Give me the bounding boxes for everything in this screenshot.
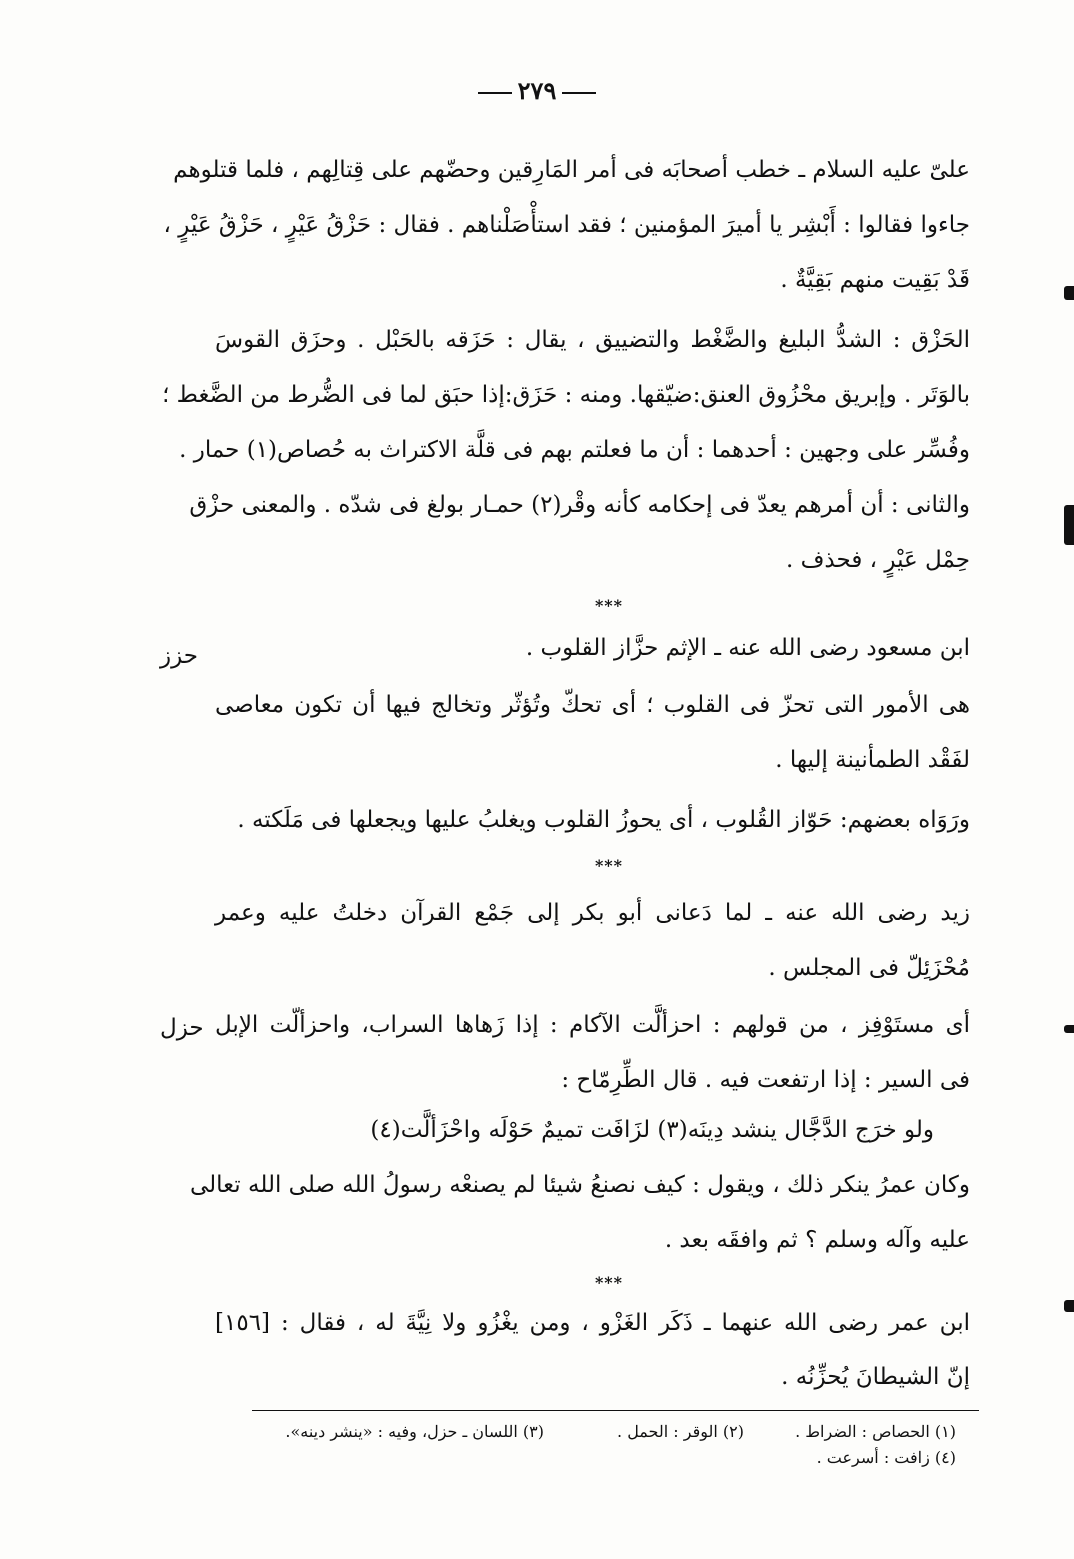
scan-edge-mark: [1064, 286, 1074, 300]
text-line: هى الأمور التى تحزّ فى القلوب ؛ أى تحكّ وتُؤثّر وتخالج فيها أن تكون معاصى: [215, 692, 970, 718]
text-line: لفَقْد الطمأنينة إليها .: [775, 747, 970, 773]
scan-edge-mark: [1064, 1025, 1074, 1033]
text-line: وفُسِّر على وجهين : أحدهما : أن ما فعلتم بهم فى قلَّة الاكتراث به حُصاص(١) حمار .: [179, 437, 970, 463]
scan-edge-mark: [1064, 505, 1074, 545]
text-line: ابن مسعود رضى الله عنه ـ الإثم حزَّاز القلوب .: [525, 635, 970, 661]
footnote-divider: [252, 1410, 979, 1411]
section-separator: ***: [594, 596, 624, 615]
footnote: (١) الحصاص : الضراط .: [795, 1422, 956, 1441]
text-line: الحَزْق : الشدُّ البليغ والضَّغْط والتضييق ، يقال : حَزَقه بالحَبْل . وحزَق القوسَ: [215, 327, 970, 353]
text-line: قَدْ بَقِيت منهم بَقِيَّةٌ .: [780, 267, 970, 293]
text-line: جاءوا فقالوا : أَبْشِر يا أميرَ المؤمنين ؛ فقد استأْصَلْناهم . فقال : حَزْقُ عَيْرٍ ، حَزْقُ عَيْرٍ ،: [163, 212, 970, 238]
poem-verse: ولو خرَج الدَّجَّال ينشد دِينَه(٣) لزَافَت تميمٌ حَوْلَه واحْزَألَّت(٤): [370, 1117, 934, 1143]
margin-root-word: حزز: [160, 643, 199, 669]
section-separator: ***: [594, 1273, 624, 1292]
footnote: (٢) الوقر : الحمل .: [617, 1422, 744, 1441]
text-line: وكان عمرُ ينكر ذلك ، ويقول : كيف نصنعُ شيئا لم يصنعْه رسولُ الله صلى الله تعالى: [190, 1172, 970, 1198]
text-line: ورَوَاه بعضهم: حَوّاز القُلوب ، أى يحوزُ القلوب ويغلبُ عليها ويجعلها فى مَلَكته .: [237, 807, 970, 833]
text-line: إنّ الشيطانَ يُحزِّنُه .: [781, 1364, 970, 1390]
text-line: أى مستَوْفِز ، من قولهم : احزألَّت الآكام : إذا زَهاها السراب، واحزألّت الإبل: [215, 1012, 970, 1038]
text-line: فى السير : إذا ارتفعت فيه . قال الطِّرِمّاح :: [561, 1067, 970, 1093]
text-line: عليه وآله وسلم ؟ ثم وافقَه بعد .: [664, 1227, 970, 1253]
text-line: والثانى : أن أمرهم يعدّ فى إحكامه كأنه وقْر(٢) حمـار بولغ فى شدّه . والمعنى حزْق: [189, 492, 970, 518]
scan-edge-mark: [1064, 1300, 1074, 1312]
text-line: زيد رضى الله عنه ـ لما دَعانى أبو بكر إلى جَمْع القرآن دخلتُ عليه وعمر: [215, 900, 970, 926]
text-line: علىّ عليه السلام ـ خطب أصحابَه فى أمر المَارِقين وحضّهم على قِتالِهم ، فلما قتلوهم: [173, 157, 970, 183]
text-line: حِمْل عَيْرٍ ، فحذف .: [785, 547, 970, 573]
section-separator: ***: [594, 856, 624, 875]
text-line: مُحْزَئِلّ فى المجلس .: [768, 955, 970, 981]
footnote: (٤) زافت : أسرعت .: [816, 1448, 956, 1467]
text-line: بالوَتَر . وإبريق محْزُوق العنق:ضيّقها. ومنه : حَزَق:إذا حبَق لما فى الضُّرط من الضَّغط ؛: [162, 382, 970, 408]
footnote: (٣) اللسان ـ حزل، وفيه : «ينشر دينه».: [285, 1422, 544, 1441]
page-number: ٢٧٩: [0, 76, 1074, 105]
margin-root-word: حزل: [160, 1015, 204, 1041]
text-line: ابن عمر رضى الله عنهما ـ ذَكَر الغَزْو ، ومن يغْزُو ولا نِيَّةَ له ، فقال : [١٥٦]: [215, 1310, 970, 1336]
